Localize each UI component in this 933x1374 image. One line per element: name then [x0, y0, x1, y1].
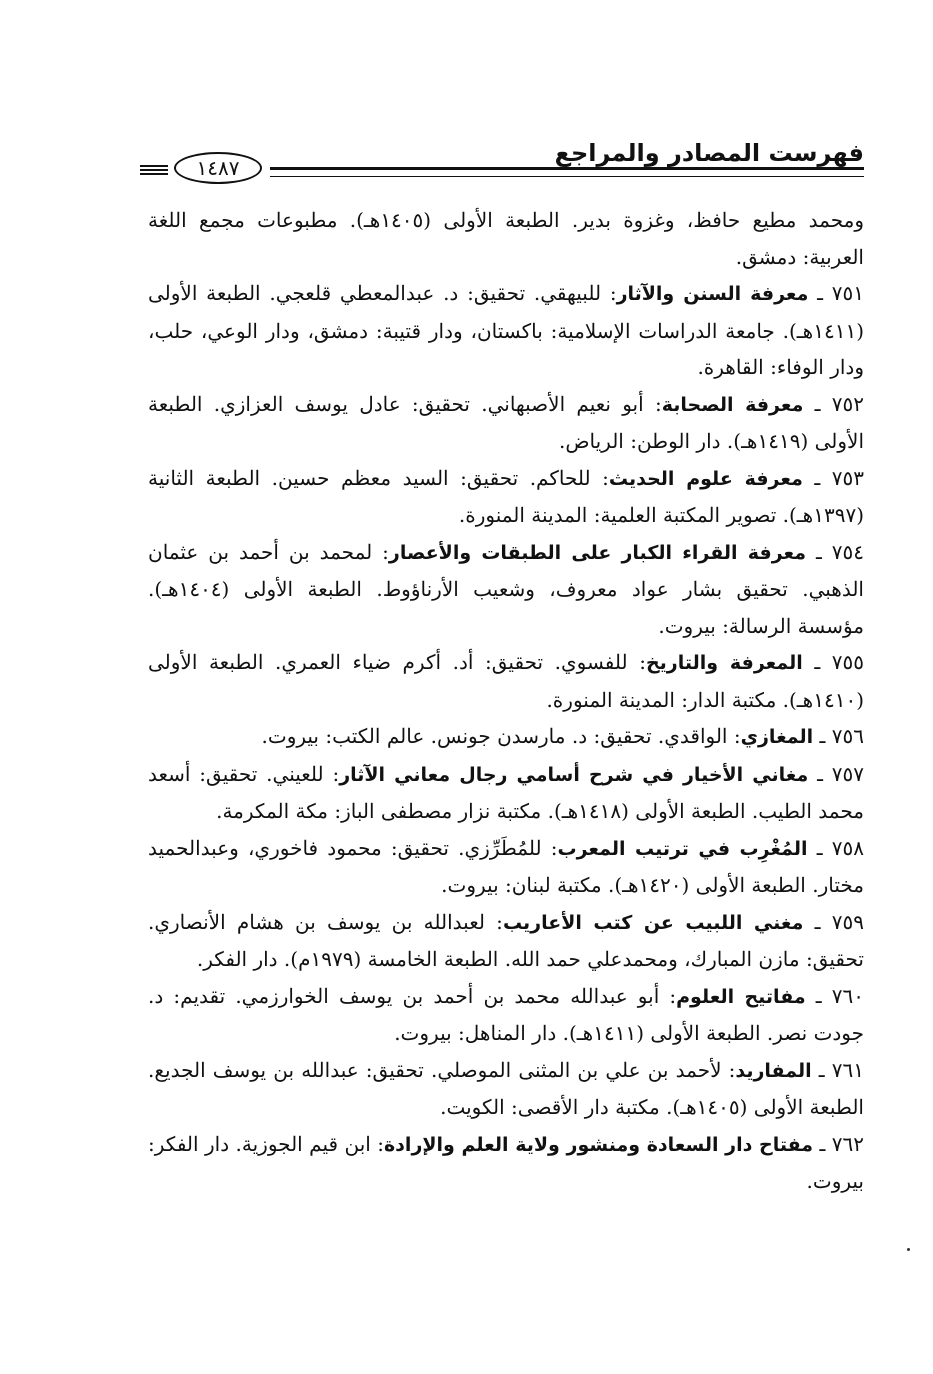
- entry-title: المفاريد: [735, 1059, 812, 1082]
- entry-details: : لمحمد بن أحمد بن عثمان الذهبي. تحقيق بشار عواد معروف، وشعيب الأرناؤوط. الطبعة الأولى (١٤٠٤هـ). مؤسسة الرسالة: بيروت.: [148, 539, 864, 638]
- entry-number: ٧٦٢ ـ: [813, 1131, 864, 1156]
- bibliography-entry: [148, 275, 864, 386]
- bibliography-entry: [148, 718, 864, 756]
- header-dashes: [140, 165, 168, 175]
- entry-details: : للحاكم. تحقيق: السيد معظم حسين. الطبعة الثانية (١٣٩٧هـ). تصوير المكتبة العلمية: المدينة المنورة.: [148, 465, 864, 527]
- entry-title: المُغْرِب في ترتيب المعرب: [557, 837, 808, 860]
- entry-details: : للفسوي. تحقيق: أد. أكرم ضياء العمري. الطبعة الأولى (١٤١٠هـ). مكتبة الدار: المدينة المنورة.: [148, 650, 864, 712]
- entry-number: ٧٥٩ ـ: [803, 909, 864, 934]
- entry-number: ٧٥٦ ـ: [813, 724, 864, 748]
- header-rule: [270, 167, 864, 177]
- entry-title: المعرفة والتاريخ: [645, 652, 803, 674]
- entry-number: ٧٥٨ ـ: [807, 835, 864, 860]
- entry-number: ٧٥١ ـ: [808, 281, 865, 305]
- entry-number: ٧٥٢ ـ: [803, 391, 864, 416]
- entry-details: : للعيني. تحقيق: أسعد محمد الطيب. الطبعة الأولى (١٤١٨هـ). مكتبة نزار مصطفى الباز: مكة المكرمة.: [148, 761, 864, 823]
- entry-number: ٧٥٥ ـ: [802, 650, 865, 674]
- entry-details: : للبيهقي. تحقيق: د. عبدالمعطي قلعجي. الطبعة الأولى (١٤١١هـ). جامعة الدراسات الإسلامية: باكستان، ودار قتيبة: دمشق، ودار الوعي، حلب، ودار الوفاء: القاهرة.: [148, 281, 864, 379]
- page-header: [140, 138, 864, 184]
- bibliography-entry: [148, 756, 864, 830]
- bibliography-entry: [148, 644, 864, 718]
- entry-details: : أبو عبدالله محمد بن أحمد بن يوسف الخوارزمي. تقديم: د. جودت نصر. الطبعة الأولى (١٤١١هـ). دار المناهل: بيروت.: [148, 983, 864, 1045]
- entry-details: : لأحمد بن علي بن المثنى الموصلي. تحقيق: عبدالله بن يوسف الجديع. الطبعة الأولى (١٤٠٥هـ). مكتبة دار الأقصى: الكويت.: [148, 1057, 864, 1119]
- bibliography-entry: [148, 386, 864, 460]
- entry-title: مغني اللبيب عن كتب الأعاريب: [502, 911, 804, 934]
- entry-title: معرفة السنن والآثار: [616, 283, 809, 305]
- bibliography-entry: [148, 1126, 864, 1200]
- entry-details: : لعبدالله بن يوسف بن هشام الأنصاري. تحقيق: مازن المبارك، ومحمدعلي حمد الله. الطبعة الخامسة (١٩٧٩م). دار الفكر.: [148, 909, 864, 971]
- stray-dot: [907, 1248, 910, 1251]
- entry-title: معرفة القراء الكبار على الطبقات والأعصار: [388, 541, 807, 564]
- running-title: فهرست المصادر والمراجع: [554, 139, 864, 167]
- continuation-paragraph: ومحمد مطيع حافظ، وغزوة بدير. الطبعة الأولى (١٤٠٥هـ). مطبوعات مجمع اللغة العربية: دمشق.: [148, 208, 865, 269]
- bibliography-entry: [148, 830, 864, 904]
- entry-title: مغاني الأخيار في شرح أسامي رجال معاني الآثار: [339, 763, 809, 786]
- entry-details: : ابن قيم الجوزية. دار الفكر: بيروت.: [148, 1131, 864, 1193]
- bibliography-entry: [148, 978, 864, 1052]
- entry-title: معرفة علوم الحديث: [608, 467, 803, 490]
- bibliography-entry: [148, 460, 864, 534]
- entry-title: معرفة الصحابة: [661, 393, 804, 416]
- entry-details: : الواقدي. تحقيق: د. مارسدن جونس. عالم الكتب: بيروت.: [261, 724, 741, 748]
- page-number: ١٤٨٧: [174, 152, 262, 184]
- bibliography-entry: [148, 1052, 864, 1126]
- entry-number: ٧٦١ ـ: [811, 1057, 864, 1082]
- bibliography-entry: [148, 534, 864, 645]
- entry-details: : أبو نعيم الأصبهاني. تحقيق: عادل يوسف العزازي. الطبعة الأولى (١٤١٩هـ). دار الوطن: الرياض.: [148, 391, 864, 453]
- entry-title: المغازي: [740, 726, 814, 748]
- entry-details: : للمُطَرِّزي. تحقيق: محمود فاخوري، وعبدالحميد مختار. الطبعة الأولى (١٤٢٠هـ). مكتبة لبنان: بيروت.: [148, 835, 864, 897]
- entry-number: ٧٥٧ ـ: [808, 761, 865, 786]
- entry-number: ٧٦٠ ـ: [805, 983, 864, 1008]
- entry-title: مفتاح دار السعادة ومنشور ولاية العلم والإرادة: [383, 1133, 814, 1156]
- bibliography-list: [148, 202, 864, 1200]
- entry-number: ٧٥٤ ـ: [806, 539, 864, 564]
- entry-number: ٧٥٣ ـ: [802, 465, 865, 490]
- bibliography-entry: [148, 904, 864, 978]
- entry-title: مفاتيح العلوم: [676, 985, 806, 1008]
